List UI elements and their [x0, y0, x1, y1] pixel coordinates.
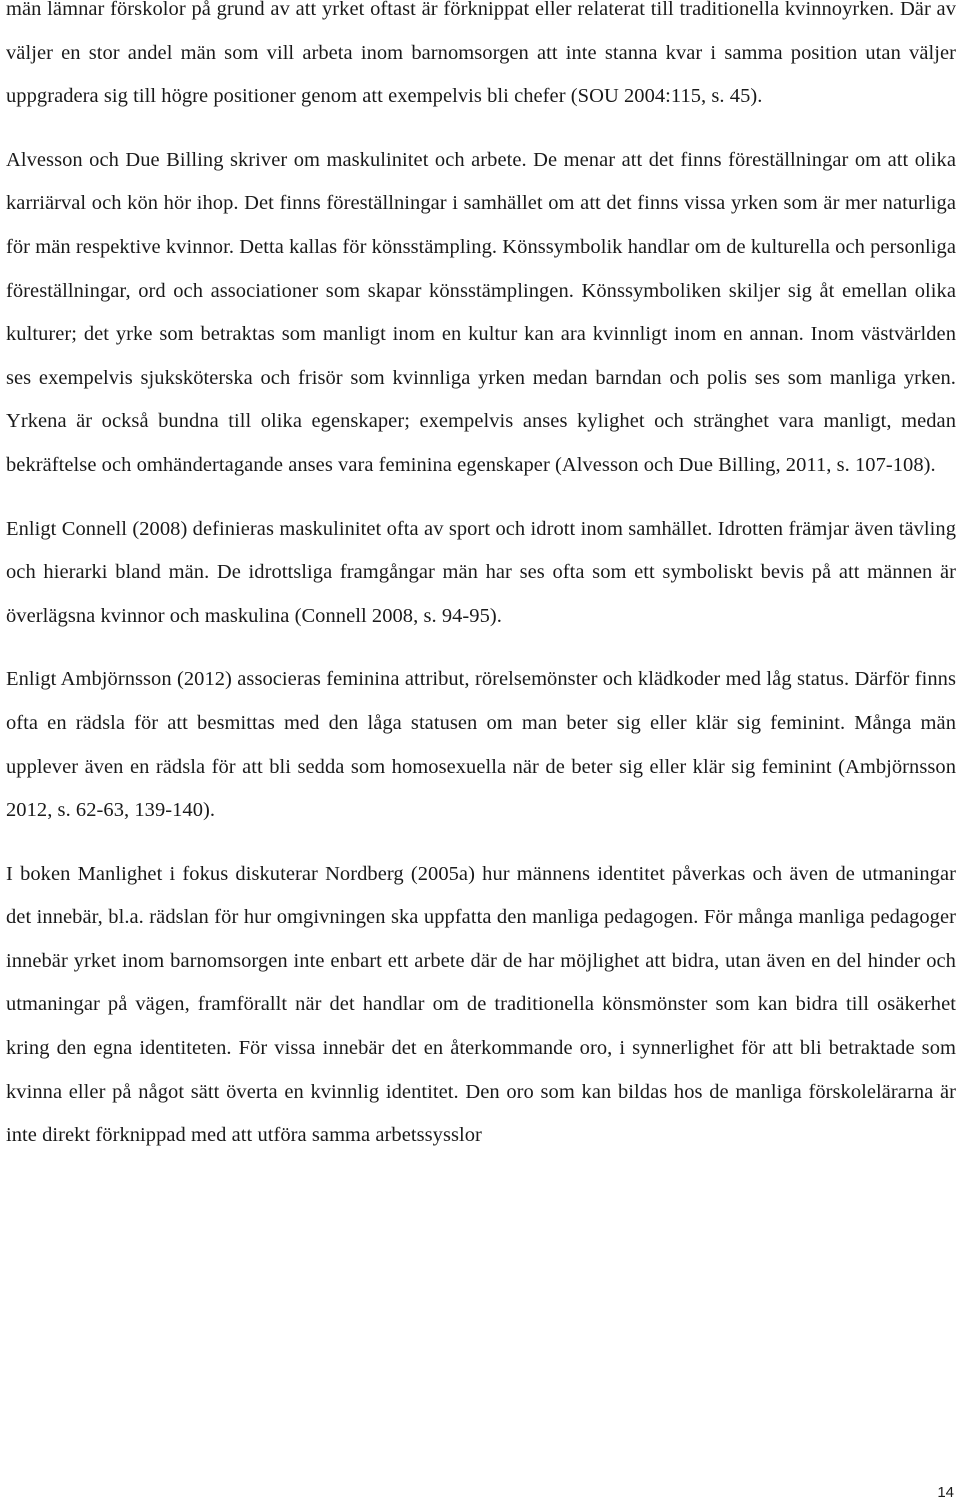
document-page — [6, 0, 956, 1158]
paragraph-4: Enligt Ambjörnsson (2012) associeras feminina attribut, rörelsemönster och klädkoder med låg status. Därför finns ofta en rädsla för att besmittas med den låga statusen om man beter sig eller klär sig feminint. Många män upplever även en rädsla för att bli sedda som homosexuella när de beter sig eller klär sig feminint (Ambjörnsson 2012, s. 62-63, 139-140). — [6, 668, 956, 822]
paragraph-2: Alvesson och Due Billing skriver om maskulinitet och arbete. De menar att det finns föreställningar om att olika karriärval och kön hör ihop. Det finns föreställningar i samhället om att det finns vissa yrken som är mer naturliga för män respektive kvinnor. Detta kallas för könsstämpling. Könssymbolik handlar om de kulturella och personliga föreställningar, ord och associationer som skapar könsstämplingen. Könssymboliken skiljer sig åt emellan olika kulturer; det yrke som betraktas som manligt inom en kultur kan ara kvinnligt inom en annan. Inom västvärlden ses exempelvis sjuksköterska och frisör som kvinnliga yrken medan barndan och polis ses som manliga yrken. Yrkena är också bundna till olika egenskaper; exempelvis anses kylighet och stränghet vara manligt, medan bekräftelse och omhändertagande anses vara feminina egenskaper (Alvesson och Due Billing, 2011, s. 107-108). — [6, 148, 956, 476]
paragraph-5: I boken Manlighet i fokus diskuterar Nordberg (2005a) hur männens identitet påverkas och även de utmaningar det innebär, bl.a. rädslan för hur omgivningen ska uppfatta den manliga pedagogen. För många manliga pedagoger innebär yrket inom barnomsorgen inte enbart ett arbete där de har möjlighet att bidra, utan även en del hinder och utmaningar på vägen, framförallt när det handlar om de traditionella könsmönster som kan bidra till osäkerhet kring den egna identiteten. För vissa innebär det en återkommande oro, i synnerlighet för att bli betraktade som kvinna eller på något sätt överta en kvinnlig identitet. Den oro som kan bildas hos de manliga förskolelärarna är inte direkt förknippad med att utföra samma arbetssysslor — [6, 862, 956, 1147]
paragraph-1: män lämnar förskolor på grund av att yrket oftast är förknippat eller relaterat till traditionella kvinnoyrken. Där av väljer en stor andel män som vill arbeta inom barnomsorgen att inte stanna kvar i samma position utan väljer uppgradera sig till högre positioner genom att exempelvis bli chefer (SOU 2004:115, s. 45). — [6, 0, 956, 108]
page-number: 14 — [937, 1484, 954, 1501]
paragraph-3: Enligt Connell (2008) definieras maskulinitet ofta av sport och idrott inom samhället. Idrotten främjar även tävling och hierarki bland män. De idrottsliga framgångar män har ses ofta som ett symboliskt bevis på att männen är överlägsna kvinnor och maskulina (Connell 2008, s. 94-95). — [6, 517, 956, 627]
